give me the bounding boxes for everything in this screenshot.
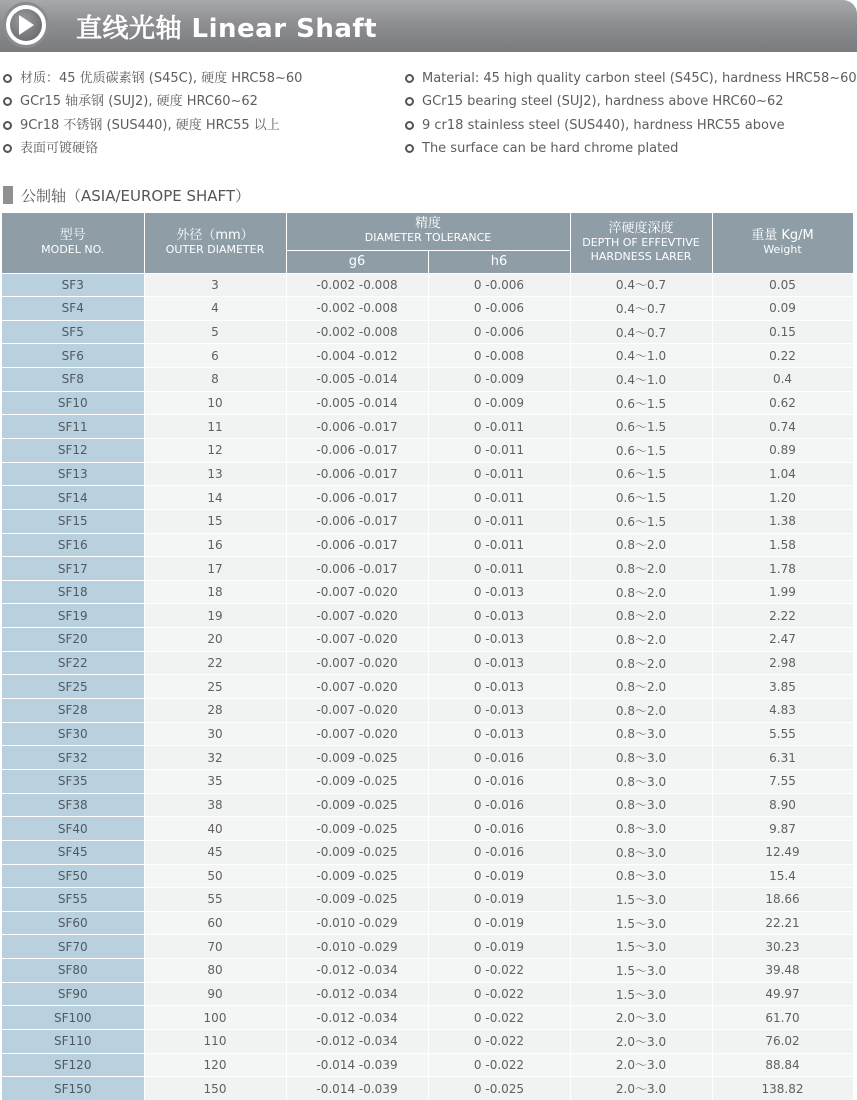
spec-cn-2: GCr15 轴承钢 (SUJ2), 硬度 HRC60~62 <box>3 94 258 110</box>
g6-cell: -0.007 -0.020 <box>286 722 428 746</box>
model-cell: SF110 <box>2 1030 144 1054</box>
diameter-cell: 11 <box>144 415 286 439</box>
bullet-icon <box>405 144 414 153</box>
g6-cell: -0.006 -0.017 <box>286 486 428 510</box>
h6-cell: 0 -0.006 <box>428 297 570 321</box>
h6-cell: 0 -0.016 <box>428 793 570 817</box>
diameter-cell: 16 <box>144 533 286 557</box>
diameter-cell: 90 <box>144 982 286 1006</box>
diameter-cell: 110 <box>144 1030 286 1054</box>
g6-cell: -0.005 -0.014 <box>286 391 428 415</box>
table-row <box>2 628 853 652</box>
weight-cell: 7.55 <box>712 769 853 793</box>
table-row <box>2 722 853 746</box>
weight-cell: 1.04 <box>712 462 853 486</box>
table-row <box>2 415 853 439</box>
weight-cell: 1.99 <box>712 580 853 604</box>
depth-cell: 0.8～3.0 <box>570 817 712 841</box>
weight-cell: 8.90 <box>712 793 853 817</box>
weight-cell: 1.20 <box>712 486 853 510</box>
h6-cell: 0 -0.011 <box>428 557 570 581</box>
g6-cell: -0.009 -0.025 <box>286 769 428 793</box>
bullet-icon <box>405 121 414 130</box>
spec-cn-1: 材质：45 优质碳素钢 (S45C), 硬度 HRC58~60 <box>3 71 302 87</box>
weight-cell: 2.22 <box>712 604 853 628</box>
h6-cell: 0 -0.019 <box>428 864 570 888</box>
weight-cell: 30.23 <box>712 935 853 959</box>
h6-cell: 0 -0.009 <box>428 368 570 392</box>
depth-cell: 0.8～3.0 <box>570 769 712 793</box>
h6-cell: 0 -0.011 <box>428 486 570 510</box>
h6-cell: 0 -0.008 <box>428 344 570 368</box>
g6-cell: -0.014 -0.039 <box>286 1077 428 1100</box>
model-cell: SF20 <box>2 628 144 652</box>
weight-cell: 49.97 <box>712 982 853 1006</box>
h6-cell: 0 -0.013 <box>428 628 570 652</box>
model-cell: SF10 <box>2 391 144 415</box>
model-cell: SF28 <box>2 699 144 723</box>
g6-cell: -0.002 -0.008 <box>286 320 428 344</box>
h6-cell: 0 -0.013 <box>428 722 570 746</box>
h6-cell: 0 -0.013 <box>428 604 570 628</box>
g6-cell: -0.002 -0.008 <box>286 297 428 321</box>
model-cell: SF90 <box>2 982 144 1006</box>
weight-cell: 4.83 <box>712 699 853 723</box>
h6-cell: 0 -0.022 <box>428 1053 570 1077</box>
depth-cell: 0.6～1.5 <box>570 509 712 533</box>
diameter-cell: 38 <box>144 793 286 817</box>
diameter-cell: 120 <box>144 1053 286 1077</box>
model-cell: SF6 <box>2 344 144 368</box>
model-cell: SF12 <box>2 438 144 462</box>
weight-cell: 39.48 <box>712 959 853 983</box>
h6-cell: 0 -0.016 <box>428 840 570 864</box>
model-cell: SF55 <box>2 888 144 912</box>
depth-cell: 2.0～3.0 <box>570 1053 712 1077</box>
model-cell: SF3 <box>2 273 144 297</box>
depth-cell: 1.5～3.0 <box>570 959 712 983</box>
g6-cell: -0.007 -0.020 <box>286 628 428 652</box>
g6-cell: -0.007 -0.020 <box>286 580 428 604</box>
depth-cell: 0.8～2.0 <box>570 699 712 723</box>
diameter-cell: 17 <box>144 557 286 581</box>
model-cell: SF80 <box>2 959 144 983</box>
diameter-cell: 70 <box>144 935 286 959</box>
table-row <box>2 438 853 462</box>
g6-cell: -0.014 -0.039 <box>286 1053 428 1077</box>
h6-cell: 0 -0.019 <box>428 888 570 912</box>
diameter-cell: 32 <box>144 746 286 770</box>
table-row <box>2 368 853 392</box>
diameter-cell: 15 <box>144 509 286 533</box>
weight-cell: 61.70 <box>712 1006 853 1030</box>
g6-cell: -0.010 -0.029 <box>286 911 428 935</box>
depth-cell: 1.5～3.0 <box>570 888 712 912</box>
model-cell: SF13 <box>2 462 144 486</box>
table-row <box>2 911 853 935</box>
section-marker-icon <box>3 186 13 204</box>
model-cell: SF5 <box>2 320 144 344</box>
depth-cell: 0.8～3.0 <box>570 864 712 888</box>
depth-cell: 2.0～3.0 <box>570 1030 712 1054</box>
depth-cell: 0.8～2.0 <box>570 604 712 628</box>
table-row <box>2 580 853 604</box>
header-model: 型号 MODEL NO. <box>2 213 144 273</box>
h6-cell: 0 -0.011 <box>428 462 570 486</box>
header-diameter: 外径（mm） OUTER DIAMETER <box>144 213 286 273</box>
shaft-spec-table <box>2 213 854 1100</box>
header-tolerance: 精度 DIAMETER TOLERANCE <box>286 213 570 250</box>
g6-cell: -0.006 -0.017 <box>286 557 428 581</box>
table-row <box>2 557 853 581</box>
table-row <box>2 344 853 368</box>
diameter-cell: 8 <box>144 368 286 392</box>
g6-cell: -0.006 -0.017 <box>286 415 428 439</box>
table-row <box>2 675 853 699</box>
depth-cell: 0.8～3.0 <box>570 793 712 817</box>
spec-en-3: 9 cr18 stainless steel (SUS440), hardness HRC55 above <box>405 118 785 134</box>
weight-cell: 9.87 <box>712 817 853 841</box>
weight-cell: 12.49 <box>712 840 853 864</box>
header-g6: g6 <box>286 250 428 273</box>
diameter-cell: 5 <box>144 320 286 344</box>
model-cell: SF35 <box>2 769 144 793</box>
depth-cell: 1.5～3.0 <box>570 982 712 1006</box>
table-row <box>2 320 853 344</box>
diameter-cell: 80 <box>144 959 286 983</box>
table-row <box>2 509 853 533</box>
diameter-cell: 19 <box>144 604 286 628</box>
table-row <box>2 864 853 888</box>
diameter-cell: 25 <box>144 675 286 699</box>
header-h6: h6 <box>428 250 570 273</box>
model-cell: SF32 <box>2 746 144 770</box>
weight-cell: 2.47 <box>712 628 853 652</box>
model-cell: SF120 <box>2 1053 144 1077</box>
table-row <box>2 391 853 415</box>
depth-cell: 0.6～1.5 <box>570 486 712 510</box>
weight-cell: 22.21 <box>712 911 853 935</box>
weight-cell: 0.74 <box>712 415 853 439</box>
g6-cell: -0.012 -0.034 <box>286 1006 428 1030</box>
g6-cell: -0.006 -0.017 <box>286 438 428 462</box>
weight-cell: 138.82 <box>712 1077 853 1100</box>
h6-cell: 0 -0.025 <box>428 1077 570 1100</box>
depth-cell: 0.6～1.5 <box>570 438 712 462</box>
depth-cell: 1.5～3.0 <box>570 911 712 935</box>
diameter-cell: 50 <box>144 864 286 888</box>
weight-cell: 6.31 <box>712 746 853 770</box>
depth-cell: 0.8～2.0 <box>570 628 712 652</box>
bullet-icon <box>3 97 12 106</box>
depth-cell: 0.4～1.0 <box>570 344 712 368</box>
table-row <box>2 462 853 486</box>
bullet-icon <box>405 97 414 106</box>
depth-cell: 0.8～3.0 <box>570 746 712 770</box>
table-row <box>2 1030 853 1054</box>
depth-cell: 2.0～3.0 <box>570 1006 712 1030</box>
section-heading: 公制轴（ASIA/EUROPE SHAFT） <box>3 185 250 206</box>
depth-cell: 0.8～2.0 <box>570 675 712 699</box>
model-cell: SF11 <box>2 415 144 439</box>
g6-cell: -0.006 -0.017 <box>286 533 428 557</box>
spec-en-4: The surface can be hard chrome plated <box>405 141 678 157</box>
g6-cell: -0.007 -0.020 <box>286 651 428 675</box>
weight-cell: 18.66 <box>712 888 853 912</box>
h6-cell: 0 -0.019 <box>428 911 570 935</box>
bullet-icon <box>3 74 12 83</box>
diameter-cell: 28 <box>144 699 286 723</box>
table-body <box>2 273 853 1100</box>
depth-cell: 0.4～0.7 <box>570 297 712 321</box>
weight-cell: 0.15 <box>712 320 853 344</box>
page-title: 直线光轴 Linear Shaft <box>76 14 378 44</box>
h6-cell: 0 -0.022 <box>428 1006 570 1030</box>
weight-cell: 0.22 <box>712 344 853 368</box>
table-row <box>2 817 853 841</box>
model-cell: SF8 <box>2 368 144 392</box>
g6-cell: -0.009 -0.025 <box>286 817 428 841</box>
g6-cell: -0.007 -0.020 <box>286 699 428 723</box>
table-row <box>2 533 853 557</box>
table-row <box>2 1077 853 1100</box>
g6-cell: -0.012 -0.034 <box>286 982 428 1006</box>
g6-cell: -0.012 -0.034 <box>286 1030 428 1054</box>
table-row <box>2 699 853 723</box>
diameter-cell: 20 <box>144 628 286 652</box>
table-row <box>2 604 853 628</box>
g6-cell: -0.009 -0.025 <box>286 746 428 770</box>
weight-cell: 1.58 <box>712 533 853 557</box>
play-arrow-icon <box>3 2 49 48</box>
header-depth: 淬硬度深度 DEPTH OF EFFEVTIVE HARDNESS LARER <box>570 213 712 273</box>
model-cell: SF100 <box>2 1006 144 1030</box>
h6-cell: 0 -0.011 <box>428 533 570 557</box>
depth-cell: 0.4～0.7 <box>570 320 712 344</box>
h6-cell: 0 -0.013 <box>428 675 570 699</box>
h6-cell: 0 -0.011 <box>428 509 570 533</box>
table-row <box>2 840 853 864</box>
table-row <box>2 651 853 675</box>
h6-cell: 0 -0.006 <box>428 273 570 297</box>
model-cell: SF17 <box>2 557 144 581</box>
g6-cell: -0.006 -0.017 <box>286 509 428 533</box>
h6-cell: 0 -0.013 <box>428 651 570 675</box>
weight-cell: 0.05 <box>712 273 853 297</box>
title-banner <box>0 0 857 52</box>
diameter-cell: 60 <box>144 911 286 935</box>
g6-cell: -0.004 -0.012 <box>286 344 428 368</box>
depth-cell: 0.8～3.0 <box>570 722 712 746</box>
h6-cell: 0 -0.013 <box>428 580 570 604</box>
h6-cell: 0 -0.022 <box>428 982 570 1006</box>
h6-cell: 0 -0.022 <box>428 1030 570 1054</box>
h6-cell: 0 -0.016 <box>428 746 570 770</box>
diameter-cell: 100 <box>144 1006 286 1030</box>
model-cell: SF45 <box>2 840 144 864</box>
diameter-cell: 40 <box>144 817 286 841</box>
diameter-cell: 12 <box>144 438 286 462</box>
diameter-cell: 35 <box>144 769 286 793</box>
table-row <box>2 959 853 983</box>
g6-cell: -0.009 -0.025 <box>286 888 428 912</box>
weight-cell: 0.4 <box>712 368 853 392</box>
g6-cell: -0.002 -0.008 <box>286 273 428 297</box>
spec-en-2: GCr15 bearing steel (SUJ2), hardness above HRC60~62 <box>405 94 784 110</box>
table-row <box>2 297 853 321</box>
depth-cell: 0.6～1.5 <box>570 462 712 486</box>
model-cell: SF22 <box>2 651 144 675</box>
model-cell: SF4 <box>2 297 144 321</box>
weight-cell: 5.55 <box>712 722 853 746</box>
weight-cell: 15.4 <box>712 864 853 888</box>
depth-cell: 0.6～1.5 <box>570 415 712 439</box>
table-row <box>2 1053 853 1077</box>
model-cell: SF38 <box>2 793 144 817</box>
h6-cell: 0 -0.013 <box>428 699 570 723</box>
model-cell: SF40 <box>2 817 144 841</box>
table-row <box>2 746 853 770</box>
diameter-cell: 45 <box>144 840 286 864</box>
g6-cell: -0.009 -0.025 <box>286 793 428 817</box>
spec-cn-3: 9Cr18 不锈钢 (SUS440), 硬度 HRC55 以上 <box>3 118 280 134</box>
table-row <box>2 1006 853 1030</box>
weight-cell: 0.09 <box>712 297 853 321</box>
table-row <box>2 273 853 297</box>
diameter-cell: 13 <box>144 462 286 486</box>
model-cell: SF16 <box>2 533 144 557</box>
h6-cell: 0 -0.011 <box>428 415 570 439</box>
model-cell: SF60 <box>2 911 144 935</box>
depth-cell: 0.4～1.0 <box>570 368 712 392</box>
model-cell: SF70 <box>2 935 144 959</box>
depth-cell: 1.5～3.0 <box>570 935 712 959</box>
weight-cell: 1.38 <box>712 509 853 533</box>
g6-cell: -0.009 -0.025 <box>286 840 428 864</box>
model-cell: SF25 <box>2 675 144 699</box>
table-row <box>2 793 853 817</box>
model-cell: SF14 <box>2 486 144 510</box>
diameter-cell: 150 <box>144 1077 286 1100</box>
depth-cell: 2.0～3.0 <box>570 1077 712 1100</box>
diameter-cell: 22 <box>144 651 286 675</box>
bullet-icon <box>3 121 12 130</box>
diameter-cell: 4 <box>144 297 286 321</box>
bullet-icon <box>405 74 414 83</box>
model-cell: SF15 <box>2 509 144 533</box>
h6-cell: 0 -0.011 <box>428 438 570 462</box>
depth-cell: 0.4～0.7 <box>570 273 712 297</box>
g6-cell: -0.010 -0.029 <box>286 935 428 959</box>
spec-en-1: Material: 45 high quality carbon steel (S45C), hardness HRC58~60 <box>405 71 857 87</box>
table-row <box>2 888 853 912</box>
table-row <box>2 486 853 510</box>
h6-cell: 0 -0.022 <box>428 959 570 983</box>
spec-cn-4: 表面可镀硬铬 <box>3 141 98 157</box>
h6-cell: 0 -0.009 <box>428 391 570 415</box>
model-cell: SF19 <box>2 604 144 628</box>
weight-cell: 0.62 <box>712 391 853 415</box>
model-cell: SF50 <box>2 864 144 888</box>
weight-cell: 0.89 <box>712 438 853 462</box>
bullet-icon <box>3 144 12 153</box>
g6-cell: -0.006 -0.017 <box>286 462 428 486</box>
depth-cell: 0.8～3.0 <box>570 840 712 864</box>
h6-cell: 0 -0.019 <box>428 935 570 959</box>
depth-cell: 0.8～2.0 <box>570 533 712 557</box>
h6-cell: 0 -0.016 <box>428 769 570 793</box>
h6-cell: 0 -0.016 <box>428 817 570 841</box>
g6-cell: -0.005 -0.014 <box>286 368 428 392</box>
g6-cell: -0.012 -0.034 <box>286 959 428 983</box>
depth-cell: 0.8～2.0 <box>570 557 712 581</box>
diameter-cell: 18 <box>144 580 286 604</box>
header-weight: 重量 Kg/M Weight <box>712 213 853 273</box>
weight-cell: 88.84 <box>712 1053 853 1077</box>
table-row <box>2 769 853 793</box>
model-cell: SF30 <box>2 722 144 746</box>
g6-cell: -0.007 -0.020 <box>286 675 428 699</box>
diameter-cell: 55 <box>144 888 286 912</box>
weight-cell: 1.78 <box>712 557 853 581</box>
diameter-cell: 30 <box>144 722 286 746</box>
weight-cell: 76.02 <box>712 1030 853 1054</box>
diameter-cell: 3 <box>144 273 286 297</box>
table-row <box>2 935 853 959</box>
model-cell: SF18 <box>2 580 144 604</box>
depth-cell: 0.8～2.0 <box>570 651 712 675</box>
diameter-cell: 10 <box>144 391 286 415</box>
h6-cell: 0 -0.006 <box>428 320 570 344</box>
table-row <box>2 982 853 1006</box>
weight-cell: 3.85 <box>712 675 853 699</box>
g6-cell: -0.007 -0.020 <box>286 604 428 628</box>
diameter-cell: 6 <box>144 344 286 368</box>
weight-cell: 2.98 <box>712 651 853 675</box>
depth-cell: 0.8～2.0 <box>570 580 712 604</box>
diameter-cell: 14 <box>144 486 286 510</box>
g6-cell: -0.009 -0.025 <box>286 864 428 888</box>
model-cell: SF150 <box>2 1077 144 1100</box>
depth-cell: 0.6～1.5 <box>570 391 712 415</box>
